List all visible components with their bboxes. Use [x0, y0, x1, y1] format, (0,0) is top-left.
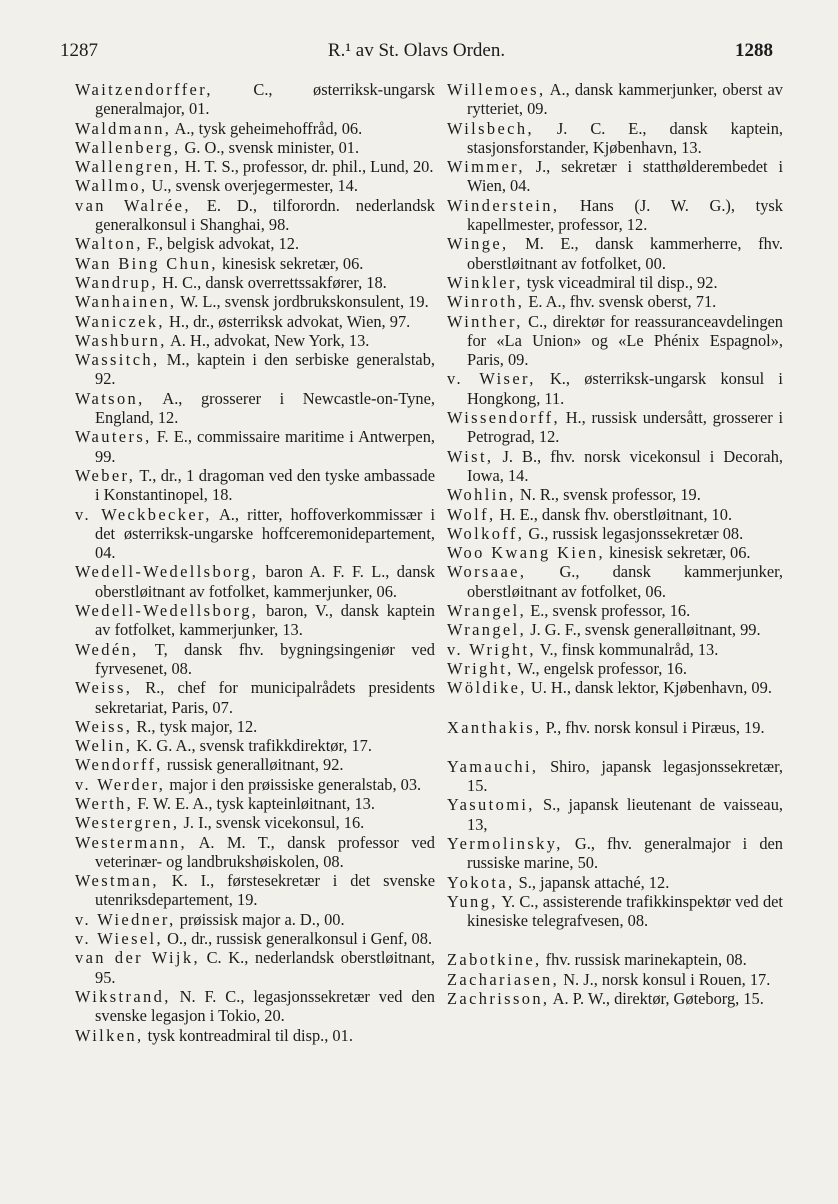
- register-entry: [447, 989, 783, 1008]
- register-entry: [447, 292, 783, 311]
- entry-name: Wolf,: [447, 504, 496, 524]
- running-title: R.¹ av St. Olavs Orden.: [327, 40, 506, 61]
- entry-name: Wandrup,: [75, 272, 158, 292]
- register-entry: [75, 389, 435, 428]
- entry-text: W. L., svensk jordbrukskonsulent, 19.: [180, 292, 429, 312]
- entry-text: M., kaptein i den serbiske generalstab, 92.: [95, 350, 435, 389]
- register-entry: [75, 331, 435, 350]
- entry-name: Wissendorff,: [447, 408, 560, 428]
- entry-name: Wallenberg,: [75, 137, 181, 157]
- entry-text: C., direktør for reassuranceavdelingen for «La Union» og «Le Phénix Espagnol», Paris, 09.: [467, 311, 783, 370]
- register-entry: [75, 427, 435, 466]
- entry-name: Wan Bing Chun,: [75, 253, 218, 273]
- entry-text: E. A., fhv. svensk oberst, 71.: [528, 292, 717, 312]
- register-entry: [75, 312, 435, 331]
- entry-text: A. M. T., dansk professor ved veterinær- og landbrukshøiskolen, 08.: [95, 832, 435, 871]
- register-entry: [447, 601, 783, 620]
- entry-name: Xanthakis,: [447, 717, 542, 737]
- entry-text: W., engelsk professor, 16.: [517, 658, 687, 678]
- register-entry: [75, 755, 435, 774]
- register-entry: [75, 254, 435, 273]
- register-entry: [75, 273, 435, 292]
- entry-text: A., tysk geheimehoffråd, 06.: [174, 118, 363, 138]
- entry-text: K. G. A., svensk trafikkdirektør, 17.: [136, 736, 372, 756]
- right-column: [447, 80, 783, 1008]
- register-entry: [447, 834, 783, 873]
- entry-name: Yermolinsky,: [447, 833, 563, 853]
- entry-name: Wimmer,: [447, 157, 525, 177]
- entry-text: K., østerriksk-ungarsk konsul i Hongkong, 11.: [467, 369, 783, 408]
- entry-name: Wallengren,: [75, 157, 181, 177]
- entry-name: Wikstrand,: [75, 986, 171, 1006]
- entry-text: J., sekretær i statthølderembedet i Wien, 04.: [467, 157, 783, 196]
- entry-name: Wanhainen,: [75, 292, 177, 312]
- register-entry: [447, 950, 783, 969]
- register-entry: [75, 640, 435, 679]
- section-gap: [447, 930, 783, 950]
- register-entry: [75, 196, 435, 235]
- entry-text: T., dr., 1 dragoman ved den tyske ambassade i Konstantinopel, 18.: [95, 465, 435, 505]
- entry-text: E., svensk professor, 16.: [530, 601, 691, 621]
- register-entry: [447, 543, 783, 562]
- page-header: [60, 40, 773, 70]
- register-entry: [447, 157, 783, 196]
- entry-name: Walton,: [75, 234, 143, 254]
- register-entry: [447, 196, 783, 235]
- register-entry: [447, 640, 783, 659]
- register-entry: [447, 119, 783, 158]
- entry-name: Wedell-Wedellsborg,: [75, 562, 259, 582]
- register-entry: [75, 929, 435, 948]
- entry-name: Waitzendorffer,: [75, 80, 213, 99]
- entry-text: fhv. russisk marinekaptein, 08.: [545, 950, 747, 970]
- register-entry: [75, 176, 435, 195]
- register-entry: [447, 562, 783, 601]
- entry-name: Winge,: [447, 234, 509, 254]
- entry-text: Hans (J. W. G.), tysk kapellmester, professor, 12.: [467, 195, 783, 235]
- entry-text: A., grosserer i Newcastle-on-Tyne, England, 12.: [95, 388, 435, 428]
- entry-text: kinesisk sekretær, 06.: [222, 253, 364, 273]
- entry-text: N. J., norsk konsul i Rouen, 17.: [563, 969, 771, 989]
- entry-name: v. Werder,: [75, 774, 166, 794]
- entry-name: Wilken,: [75, 1025, 144, 1045]
- entry-text: J. B., fhv. norsk vicekonsul i Decorah, Iowa, 14.: [467, 446, 783, 485]
- entry-name: v. Wiedner,: [75, 909, 176, 929]
- entry-text: C. K., nederlandsk oberstløitnant, 95.: [95, 948, 435, 987]
- entry-text: E. D., tilforordn. nederlandsk generalkonsul i Shanghai, 98.: [95, 195, 435, 235]
- entry-text: prøissisk major a. D., 00.: [179, 909, 345, 929]
- entry-name: Yung,: [447, 891, 498, 911]
- entry-text: baron A. F. F. L., dansk oberstløitnant av fotfolket, kammerjunker, 06.: [95, 562, 435, 601]
- entry-text: G., dansk kammerjunker, oberstløitnant av fotfolket, 06.: [467, 562, 783, 601]
- entry-name: v. Wiesel,: [75, 929, 163, 949]
- entry-name: Winderstein,: [447, 195, 560, 215]
- entry-name: Westman,: [75, 871, 159, 891]
- register-entry: [75, 138, 435, 157]
- register-entry: [447, 408, 783, 447]
- register-entry: [75, 601, 435, 640]
- entry-text: H., dr., østerriksk advokat, Wien, 97.: [169, 311, 411, 331]
- register-entry: [75, 794, 435, 813]
- section-gap: [447, 737, 783, 757]
- entry-text: H. E., dansk fhv. oberstløitnant, 10.: [499, 504, 733, 524]
- entry-name: Wohlin,: [447, 485, 516, 505]
- entry-text: F. W. E. A., tysk kapteinløitnant, 13.: [137, 793, 375, 813]
- register-entry: [75, 1026, 435, 1045]
- register-entry: [447, 505, 783, 524]
- register-entry: [75, 987, 435, 1026]
- entry-text: J. C. E., dansk kaptein, stasjonsforstander, Kjøbenhavn, 13.: [467, 118, 783, 157]
- entry-name: Watson,: [75, 388, 145, 408]
- entry-name: Washburn,: [75, 330, 167, 350]
- entry-text: major i den prøissiske generalstab, 03.: [169, 774, 422, 794]
- register-entry: [447, 678, 783, 697]
- entry-text: kinesisk sekretær, 06.: [609, 543, 751, 563]
- register-entry: [75, 234, 435, 253]
- entry-text: A. H., advokat, New York, 13.: [169, 330, 370, 350]
- entry-name: Wauters,: [75, 427, 152, 447]
- page-number-left: 1287: [60, 40, 98, 61]
- entry-name: Winroth,: [447, 292, 525, 312]
- entry-name: Zachrisson,: [447, 989, 550, 1009]
- register-entry: [75, 813, 435, 832]
- entry-text: tysk kontreadmiral til disp., 01.: [147, 1025, 353, 1045]
- register-entry: [447, 447, 783, 486]
- register-entry: [447, 369, 783, 408]
- entry-text: H. T. S., professor, dr. phil., Lund, 20.: [184, 157, 434, 177]
- entry-text: S., japansk lieutenant de vaisseau, 13,: [467, 795, 783, 834]
- entry-text: A., ritter, hoffoverkommissær i det østerriksk-ungarske hoffceremonidepartement, 04.: [95, 504, 435, 563]
- entry-text: A., dansk kammerjunker, oberst av rytteriet, 09.: [467, 80, 783, 119]
- entry-text: N. F. C., legasjonssekretær ved den svenske legasjon i Tokio, 20.: [95, 986, 435, 1026]
- entry-name: Worsaae,: [447, 562, 527, 582]
- entry-name: Weiss,: [75, 678, 133, 698]
- register-entry: [75, 80, 435, 119]
- entry-name: Wist,: [447, 446, 494, 466]
- register-entry: [75, 833, 435, 872]
- register-entry: [447, 659, 783, 678]
- entry-text: U., svensk overjegermester, 14.: [151, 176, 358, 196]
- entry-text: O., dr., russisk generalkonsul i Genf, 08.: [167, 929, 433, 949]
- entry-name: Winther,: [447, 311, 523, 331]
- register-entry: [447, 757, 783, 796]
- entry-name: Wendorff,: [75, 755, 163, 775]
- entry-text: R., chef for municipalrådets presidents sekretariat, Paris, 07.: [95, 678, 435, 717]
- entry-name: Wöldike,: [447, 678, 527, 698]
- entry-name: Westermann,: [75, 832, 188, 852]
- register-entry: [447, 620, 783, 639]
- register-entry: [447, 795, 783, 834]
- entry-name: Wallmo,: [75, 176, 148, 196]
- entry-text: Y. C., assisterende trafikkinspektør ved det kinesiske telegrafvesen, 08.: [467, 891, 783, 931]
- entry-text: A. P. W., direktør, Gøteborg, 15.: [552, 989, 764, 1009]
- register-entry: [75, 292, 435, 311]
- entry-text: M. E., dansk kammerherre, fhv. oberstløitnant av fotfolket, 00.: [467, 234, 783, 273]
- entry-text: J. I., svensk vicekonsul, 16.: [183, 813, 365, 833]
- register-entry: [447, 312, 783, 370]
- register-entry: [75, 775, 435, 794]
- entry-text: K. I., førstesekretær i det svenske utenriksdepartement, 19.: [95, 871, 435, 910]
- section-gap: [447, 698, 783, 718]
- entry-name: Weiss,: [75, 716, 133, 736]
- entry-name: Westergren,: [75, 813, 180, 833]
- register-entry: [447, 718, 783, 737]
- register-entry: [75, 505, 435, 563]
- entry-name: Wrangel,: [447, 601, 527, 621]
- entry-text: F. E., commissaire maritime i Antwerpen, 99.: [95, 427, 435, 466]
- entry-name: Yamauchi,: [447, 756, 539, 776]
- register-entry: [75, 562, 435, 601]
- register-entry: [75, 910, 435, 929]
- entry-text: V., finsk kommunalråd, 13.: [539, 639, 719, 659]
- entry-text: G., fhv. generalmajor i den russiske marine, 50.: [467, 833, 783, 873]
- register-entry: [447, 873, 783, 892]
- register-entry: [447, 892, 783, 931]
- entry-text: H., russisk undersått, grosserer i Petrograd, 12.: [467, 408, 783, 447]
- entry-name: v. Wiser,: [447, 369, 536, 389]
- entry-name: Winkler,: [447, 272, 523, 292]
- entry-name: Zachariasen,: [447, 969, 560, 989]
- register-entry: [75, 119, 435, 138]
- page-number-right: 1288: [735, 40, 773, 61]
- entry-name: Wilsbech,: [447, 118, 534, 138]
- entry-text: baron, V., dansk kaptein av fotfolket, kammerjunker, 13.: [95, 601, 435, 640]
- register-entry: [447, 485, 783, 504]
- entry-text: H. C., dansk overrettssakfører, 18.: [162, 272, 387, 292]
- entry-name: Willemoes,: [447, 80, 546, 99]
- entry-name: Wright,: [447, 658, 514, 678]
- entry-name: Wedén,: [75, 639, 139, 659]
- entry-name: van Walrée,: [75, 195, 191, 215]
- entry-text: F., belgisk advokat, 12.: [146, 234, 300, 254]
- entry-name: van der Wijk,: [75, 948, 200, 968]
- entry-text: russisk generalløitnant, 92.: [166, 755, 344, 775]
- entry-name: Wrangel,: [447, 620, 527, 640]
- entry-name: v. Wright,: [447, 639, 536, 659]
- entry-name: Zabotkine,: [447, 950, 542, 970]
- entry-text: P., fhv. norsk konsul i Piræus, 19.: [545, 717, 765, 737]
- entry-text: T, dansk fhv. bygningsingeniør ved fyrvesenet, 08.: [95, 639, 436, 678]
- left-column: [75, 80, 435, 1045]
- register-entry: [447, 234, 783, 273]
- register-entry: [447, 273, 783, 292]
- entry-text: R., tysk major, 12.: [136, 716, 258, 736]
- entry-text: G., russisk legasjonssekretær 08.: [528, 523, 744, 543]
- entry-name: Waniczek,: [75, 311, 165, 331]
- register-entry: [447, 970, 783, 989]
- register-entry: [75, 678, 435, 717]
- entry-name: Waldmann,: [75, 118, 172, 138]
- entry-text: S., japansk attaché, 12.: [518, 872, 670, 892]
- entry-text: G. O., svensk minister, 01.: [184, 137, 360, 157]
- entry-name: v. Weckbecker,: [75, 504, 212, 524]
- entry-name: Wassitch,: [75, 350, 160, 370]
- entry-name: Welin,: [75, 736, 133, 756]
- register-entry: [75, 466, 435, 505]
- register-entry: [75, 350, 435, 389]
- register-entry: [447, 80, 783, 119]
- entry-text: J. G. F., svensk generalløitnant, 99.: [530, 620, 761, 640]
- entry-name: Woo Kwang Kien,: [447, 543, 606, 563]
- register-entry: [75, 157, 435, 176]
- entry-name: Weber,: [75, 465, 136, 485]
- entry-text: N. R., svensk professor, 19.: [519, 485, 701, 505]
- entry-text: Shiro, japansk legasjonssekretær, 15.: [467, 756, 783, 796]
- entry-name: Yokota,: [447, 872, 515, 892]
- entry-text: tysk viceadmiral til disp., 92.: [526, 272, 718, 292]
- register-entry: [447, 524, 783, 543]
- register-entry: [75, 871, 435, 910]
- register-entry: [75, 717, 435, 736]
- register-entry: [75, 736, 435, 755]
- entry-name: Wedell-Wedellsborg,: [75, 601, 259, 621]
- entry-name: Yasutomi,: [447, 795, 535, 815]
- entry-text: U. H., dansk lektor, Kjøbenhavn, 09.: [530, 678, 772, 698]
- entry-name: Werth,: [75, 793, 134, 813]
- register-entry: [75, 948, 435, 987]
- entry-text: C., østerriksk-ungarsk generalmajor, 01.: [95, 80, 435, 119]
- entry-name: Wolkoff,: [447, 523, 525, 543]
